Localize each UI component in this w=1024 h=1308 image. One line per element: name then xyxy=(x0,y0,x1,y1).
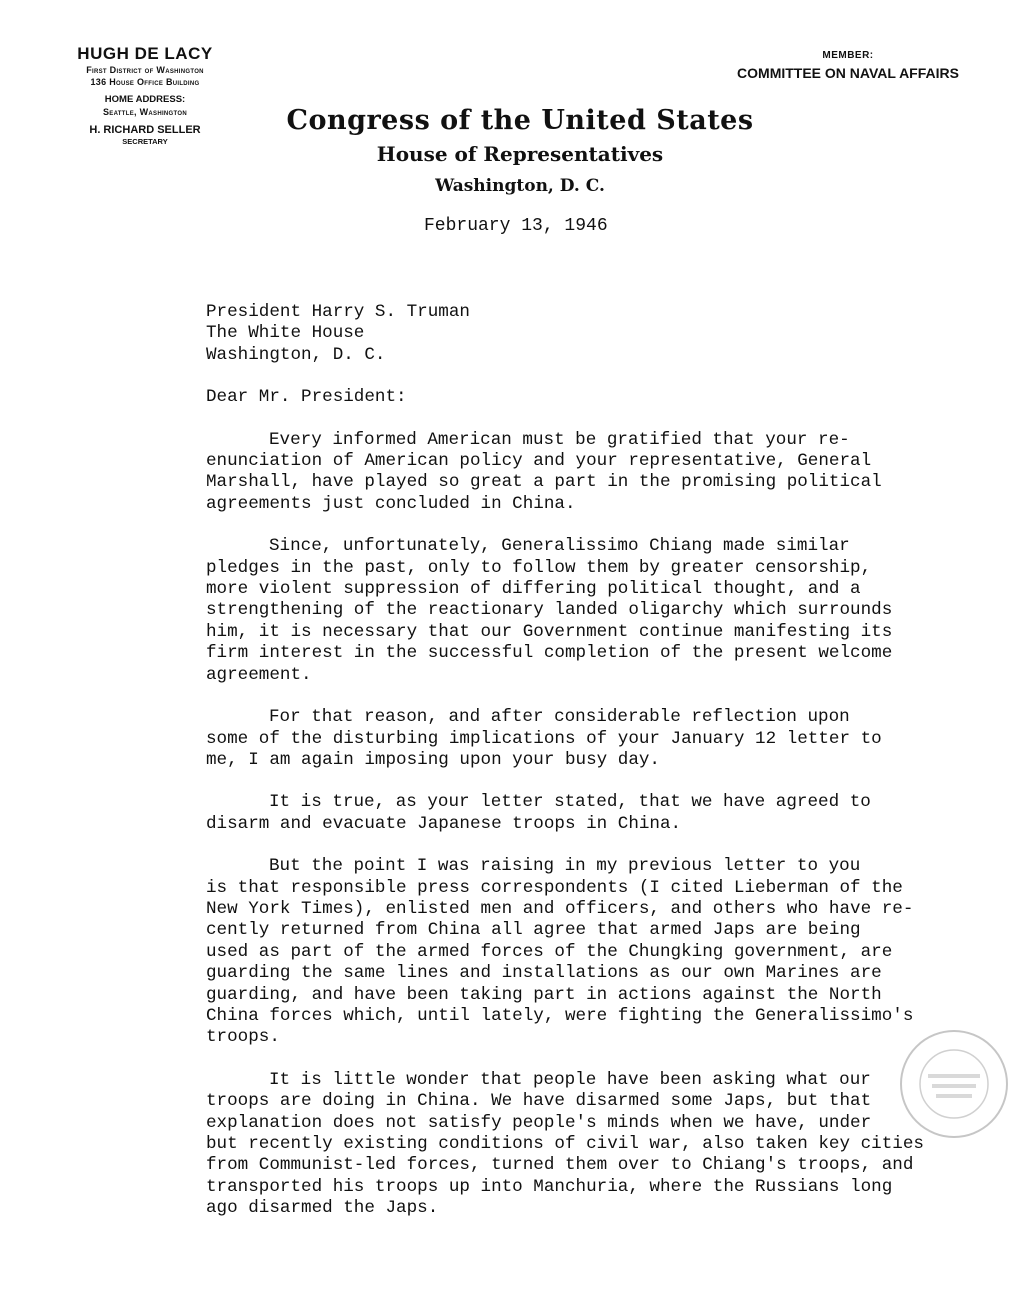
congress-title: Congress of the United States xyxy=(286,105,754,136)
letterhead-city: Washington, D. C. xyxy=(435,176,605,196)
recipient-line: The White House xyxy=(206,323,365,344)
recipient-address xyxy=(206,302,976,366)
recipient-line: President Harry S. Truman xyxy=(206,302,470,322)
home-city: Seattle, Washington xyxy=(103,107,187,117)
house-title: House of Representatives xyxy=(376,142,664,166)
paragraph: It is true, as your letter stated, that we have agreed to disarm and evacuate Japanese troops in China. xyxy=(206,792,871,834)
archive-seal xyxy=(898,1028,1010,1140)
office-address: 136 House Office Building xyxy=(90,77,200,87)
paragraph: It is little wonder that people have been asking what our troops are doing in China. We have disarmed some Japs, but that explanation does not satisfy people's minds when we have, under but recently existing conditions of civil war, also taken key cities from Communist-led forces, turned them over to Chiang's troops, and transported his troops up into Manchuria, where the Russians long ago disarmed the Japs. xyxy=(206,1069,924,1219)
paragraph: Since, unfortunately, Generalissimo Chiang made similar pledges in the past, only to follow them by greater censorship, more violent suppression of differing political thought, and a strengthening of the reactionary landed oligarchy which surrounds him, it is necessary that our Government continue manifesting its firm interest in the successful completion of the present welcome agreement. xyxy=(206,536,893,685)
secretary-title: SECRETARY xyxy=(122,137,168,146)
letterhead-center xyxy=(270,104,770,198)
letterhead-right xyxy=(718,50,978,82)
paragraph: Every informed American must be gratified that your re- enunciation of American policy and your representative, General Marshall, have played so great a part in the promising political agreements just concluded in China. xyxy=(206,429,882,514)
paragraph: For that reason, and after considerable reflection upon some of the disturbing implications of your January 12 letter to me, I am again imposing upon your busy day. xyxy=(206,707,882,770)
member-label: MEMBER: xyxy=(822,50,874,61)
representative-name: HUGH DE LACY xyxy=(77,44,213,63)
home-address-label: HOME ADDRESS: xyxy=(104,94,186,105)
letter-date: February 13, 1946 xyxy=(424,216,608,236)
secretary-name: H. RICHARD SELLER xyxy=(89,124,201,136)
letter-body xyxy=(206,302,976,1241)
committee-name: COMMITTEE ON NAVAL AFFAIRS xyxy=(737,65,959,81)
paragraph: But the point I was raising in my previous letter to you is that responsible press correspondents (I cited Lieberman of the New York Times), enlisted men and officers, and others who have re- cently returned from China all agree that armed Japs are being used as part of the armed forces of the Chungking government, are guarding the same lines and installations as our own Marines are guarding, and have been taking part in actions against the North China forces which, until lately, were fighting the Generalissimo's troops. xyxy=(206,856,914,1048)
district: First District of Washington xyxy=(86,65,204,75)
recipient-line: Washington, D. C. xyxy=(206,344,386,365)
salutation: Dear Mr. President: xyxy=(206,387,407,408)
letterhead-left xyxy=(40,44,250,146)
archive-seal-graphic xyxy=(898,1028,1010,1140)
